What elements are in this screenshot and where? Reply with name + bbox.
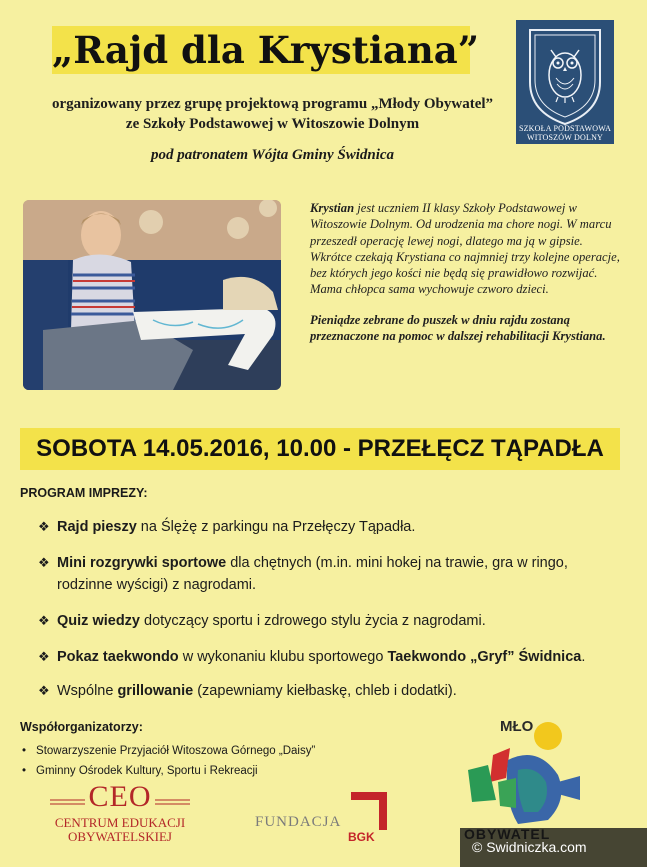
ceo-line-1: CENTRUM EDUKACJI xyxy=(54,815,186,830)
program-item-text: (zapewniamy kiełbaskę, chleb i dodatki). xyxy=(193,683,457,699)
mlody-obywatel-logo xyxy=(458,720,598,840)
program-item-text: na Ślężę z parkingu na Przełęczy Tąpadła. xyxy=(136,519,416,535)
event-date-banner: SOBOTA 14.05.2016, 10.00 - PRZEŁĘCZ TĄPADŁA xyxy=(20,428,620,470)
organizer-line-1: organizowany przez grupę projektową programu „Młody Obywatel” xyxy=(51,96,494,112)
diamond-bullet-icon: ❖ xyxy=(38,613,50,628)
program-item xyxy=(38,646,628,668)
bgk-logo xyxy=(255,790,395,850)
diamond-bullet-icon: ❖ xyxy=(38,555,50,570)
story-paragraph-1 xyxy=(310,200,622,298)
diamond-bullet-icon: ❖ xyxy=(38,649,50,664)
program-heading: PROGRAM IMPREZY: xyxy=(20,486,148,500)
story-text-1: jest uczniem II klasy Szkoły Podstawowej w Witoszowie Dolnym. Od urodzenia ma chore nogi. W marcu przeszedł operację lewej nogi, dlatego ma ją w gipsie. Wkrótce czekają Krystiana co najmniej trzy kolejne operacje, bez których jego kości nie będą się prawidłowo rozwijać. Mama chłopca sama wychowuje czworo dzieci. xyxy=(310,201,620,297)
ceo-line-2: OBYWATELSKIEJ xyxy=(68,829,172,844)
patronage-line: pod patronatem Wójta Gminy Świdnica xyxy=(150,147,395,163)
program-item-bold: Mini rozgrywki sportowe xyxy=(57,555,227,571)
coorganizers-list xyxy=(22,741,315,781)
poster-title: „Rajd dla Krystiana” xyxy=(52,28,480,72)
bgk-fundacja: FUNDACJA xyxy=(255,814,342,830)
program-item-end: . xyxy=(581,649,586,665)
watermark: © Swidniczka.com xyxy=(460,828,647,867)
program-item-bold: Quiz wiedzy xyxy=(57,613,140,629)
program-item-bold: Pokaz taekwondo xyxy=(57,649,179,665)
program-item-text: w wykonaniu klubu sportowego xyxy=(178,649,388,665)
coorganizers-heading: Współorganizatorzy: xyxy=(20,720,143,734)
ceo-logo xyxy=(50,780,190,846)
school-logo xyxy=(516,20,614,144)
program-item xyxy=(38,610,628,632)
diamond-bullet-icon: ❖ xyxy=(38,683,50,698)
program-item xyxy=(38,552,628,596)
obywatel-letters: MŁO xyxy=(500,718,534,735)
program-item-bold-2: Taekwondo „Gryf” Świdnica xyxy=(387,649,582,665)
story-text xyxy=(310,200,622,344)
program-item-bold: grillowanie xyxy=(117,683,194,699)
story-paragraph-2: Pieniądze zebrane do puszek w dniu rajdu zostaną przeznaczone na pomoc w dalszej rehabilitacji Krystiana. xyxy=(310,312,606,344)
story-name: Krystian xyxy=(310,201,355,215)
boy-photo xyxy=(23,200,281,390)
school-logo-line1: SZKOŁA PODSTAWOWA xyxy=(518,124,612,133)
program-item xyxy=(38,680,628,702)
bgk-text: BGK xyxy=(348,830,375,844)
coorganizer-item: • Stowarzyszenie Przyjaciół Witoszowa Górnego „Daisy” xyxy=(22,741,315,761)
program-item-text: dla chętnych (m.in. mini hokej na trawie, gra w ringo, xyxy=(226,555,568,571)
program-item-bold: Rajd pieszy xyxy=(57,519,137,535)
program-item-text: dotyczący sportu i zdrowego stylu życia z nagrodami. xyxy=(140,613,486,629)
school-logo-line2: WITOSZÓW DOLNY xyxy=(526,133,604,142)
ceo-mark: CEO xyxy=(88,780,152,813)
diamond-bullet-icon: ❖ xyxy=(38,519,50,534)
coorganizer-item: • Gminny Ośrodek Kultury, Sportu i Rekreacji xyxy=(22,761,315,781)
program-item xyxy=(38,516,628,538)
program-item-continuation: rodzinne wyścigi) z nagrodami. xyxy=(57,577,257,593)
program-item-pre: Wspólne xyxy=(57,683,118,699)
organizer-line-2: ze Szkoły Podstawowej w Witoszowie Dolnym xyxy=(125,116,420,132)
